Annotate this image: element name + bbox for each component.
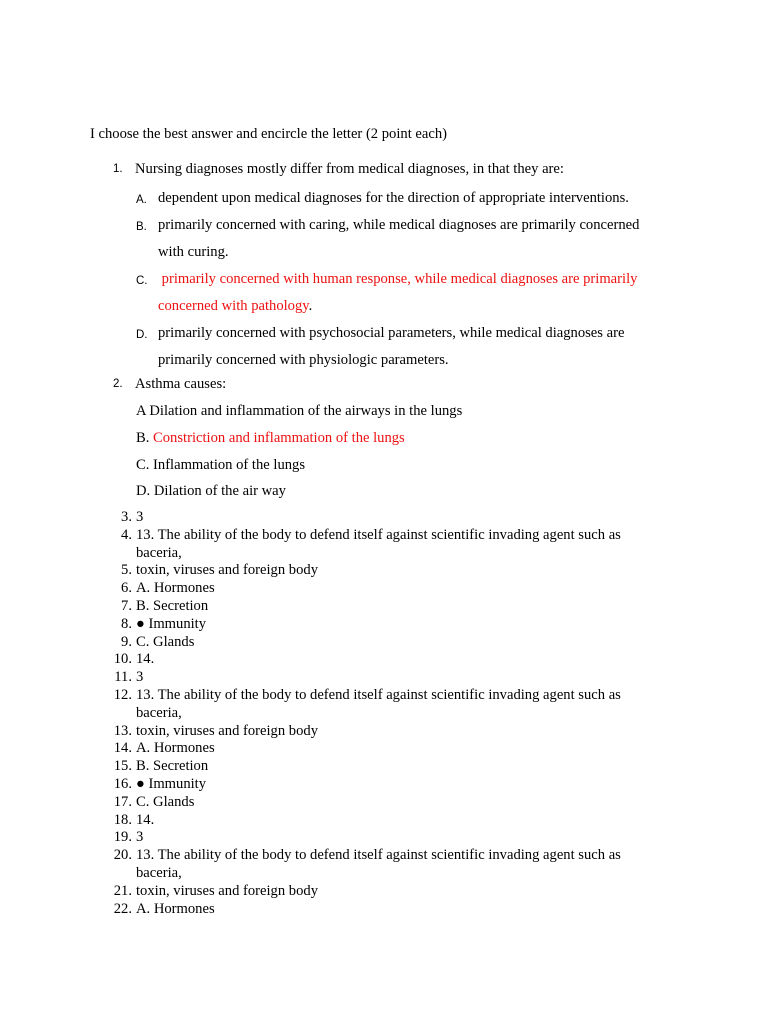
list-text: ● Immunity: [136, 775, 207, 792]
list-item: [100, 812, 660, 830]
option-text: Inflammation of the lungs: [153, 457, 306, 473]
option-letter: B.: [136, 221, 147, 233]
list-number: 22.: [113, 900, 132, 917]
option-suffix: .: [308, 298, 313, 314]
option-letter: A.: [136, 194, 147, 206]
option-text: dependent upon medical diagnoses for the direction of appropriate interventions.: [158, 190, 629, 206]
list-number: 8.: [121, 615, 132, 632]
list-text: C. Glands: [136, 793, 195, 810]
list-item: [100, 616, 660, 634]
list-number: 12.: [113, 686, 132, 703]
instructions-heading: I choose the best answer and encircle the letter (2 point each): [90, 126, 447, 142]
list-text: 13. The ability of the body to defend itself against scientific invading agent such as baceria,: [136, 847, 621, 881]
list-number: 11.: [114, 669, 132, 686]
list-text: 14.: [136, 811, 155, 828]
question-2-option-a[interactable]: [136, 402, 462, 420]
option-prefix: D.: [136, 483, 154, 499]
list-number: 7.: [121, 597, 132, 614]
list-number: 15.: [113, 758, 132, 775]
question-text: Asthma causes:: [135, 376, 227, 392]
question-2-option-c[interactable]: [136, 456, 305, 474]
list-item: [100, 901, 660, 919]
list-text: ● Immunity: [136, 615, 207, 632]
list-number: 10.: [113, 651, 132, 668]
list-item: [100, 847, 660, 883]
list-item: [100, 829, 660, 847]
list-item: [100, 580, 660, 598]
list-number: 5.: [121, 562, 132, 579]
list-number: 20.: [113, 847, 132, 864]
list-text: toxin, viruses and foreign body: [136, 722, 318, 739]
option-letter: C.: [136, 275, 148, 287]
list-text: 13. The ability of the body to defend itself against scientific invading agent such as baceria,: [136, 526, 621, 561]
list-text: A. Hormones: [136, 580, 215, 597]
list-number: 19.: [113, 829, 132, 846]
list-number: 14.: [113, 740, 132, 757]
list-number: 6.: [121, 580, 132, 597]
list-item: [100, 634, 660, 652]
list-item: [100, 527, 660, 563]
option-text: Dilation and inflammation of the airways in the lungs: [149, 403, 463, 419]
list-number: 18.: [113, 811, 132, 828]
list-item: [100, 740, 660, 758]
list-text: 3: [136, 829, 144, 846]
list-text: 14.: [136, 651, 155, 668]
list-number: 9.: [121, 633, 132, 650]
list-item: [100, 723, 660, 741]
highlighted-answer: primarily concerned with human response, while medical diagnoses are primarily concerned with pathology: [158, 271, 642, 314]
list-number: 16.: [113, 775, 132, 792]
list-text: toxin, viruses and foreign body: [136, 562, 318, 579]
list-item: [100, 651, 660, 669]
list-number: 17.: [113, 793, 132, 810]
option-text: primarily concerned with caring, while medical diagnoses are primarily concerned with curing.: [158, 217, 640, 260]
list-number: 13.: [113, 722, 132, 739]
option-prefix: A: [136, 403, 150, 419]
list-item: [100, 758, 660, 776]
question-2-option-d[interactable]: [136, 482, 286, 500]
list-item: [100, 562, 660, 580]
option-text-answer: [158, 266, 668, 320]
option-text: primarily concerned with psychosocial parameters, while medical diagnoses are primarily concerned with physiologic parameters.: [158, 325, 625, 368]
option-text: Dilation of the air way: [153, 483, 286, 499]
list-number: 3.: [121, 509, 132, 525]
numbered-list: [100, 509, 660, 918]
list-item: [100, 598, 660, 616]
question-number: 1.: [113, 163, 123, 175]
list-item: [100, 794, 660, 812]
list-number: 4.: [121, 526, 132, 543]
list-text: B. Secretion: [136, 758, 209, 775]
list-item: [100, 687, 660, 723]
list-text: toxin, viruses and foreign body: [136, 882, 318, 899]
option-letter: D.: [136, 329, 148, 341]
highlighted-answer: Constriction and inflammation of the lungs: [153, 430, 405, 446]
question-number: 2.: [113, 378, 123, 390]
list-text: C. Glands: [136, 633, 195, 650]
list-text: A. Hormones: [136, 740, 215, 757]
list-item: [100, 883, 660, 901]
list-text: 3: [136, 669, 144, 686]
list-text: 3: [136, 509, 144, 525]
list-number: 21.: [113, 882, 132, 899]
option-prefix: C.: [136, 457, 154, 473]
question-text: Nursing diagnoses mostly differ from medical diagnoses, in that they are:: [135, 161, 564, 177]
list-item: [100, 669, 660, 687]
list-text: 13. The ability of the body to defend itself against scientific invading agent such as baceria,: [136, 686, 621, 721]
list-item: [100, 509, 660, 527]
option-prefix: B.: [136, 430, 154, 446]
list-item: [100, 776, 660, 794]
list-text: B. Secretion: [136, 597, 209, 614]
question-2-option-b[interactable]: [136, 429, 405, 447]
list-text: A. Hormones: [136, 900, 215, 917]
